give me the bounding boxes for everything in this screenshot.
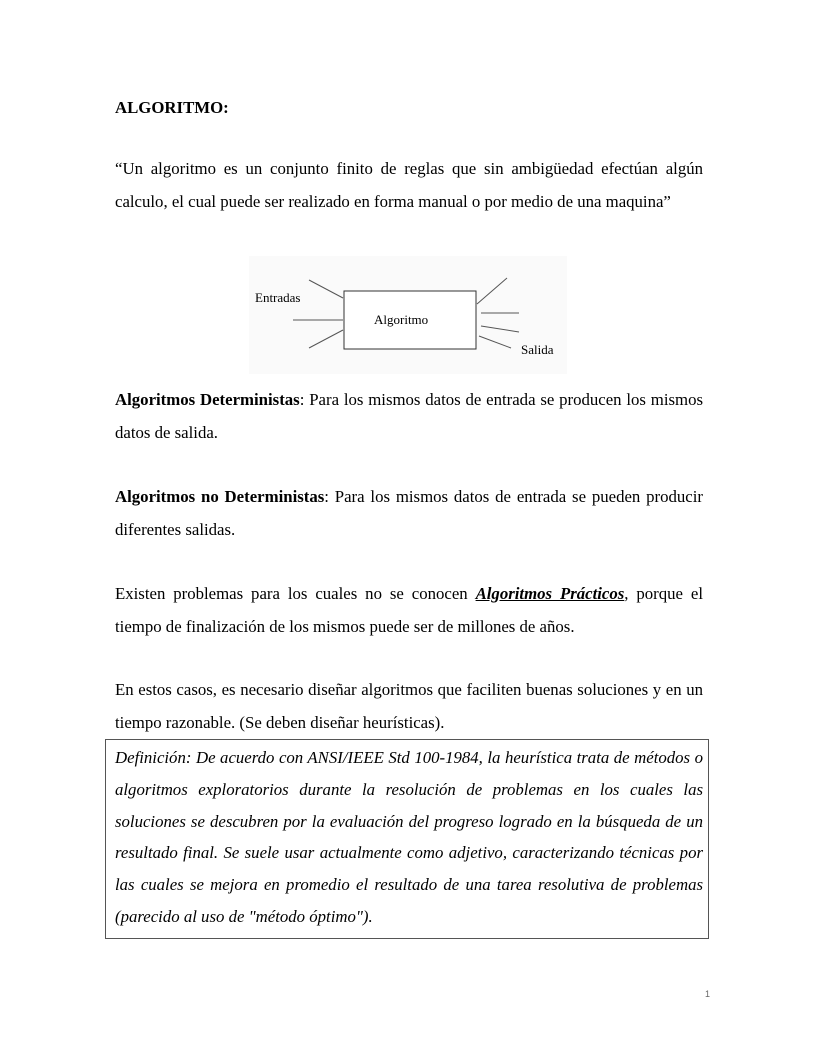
practical-text-after: , porque el tiempo de finalización de los mismos puede ser de millones de años.	[115, 584, 704, 636]
heuristic-definition-text: Definición: De acuerdo con ANSI/IEEE Std 100-1984, la heurística trata de métodos o algoritmos exploratorios durante la resolución de problemas en los cuales las soluciones se descubren por la evaluación del progreso logrado en la búsqueda de un resultado final. Se suele usar actualmente como adjetivo, caracterizando técnicas por las cuales se mejora en promedio el resultado de una tarea resolutiva de problemas (parecido al uso de "método óptimo").	[115, 748, 703, 926]
definition-box	[105, 739, 709, 939]
diagram-output-label: Salida	[521, 342, 554, 357]
heuristics-intro-paragraph: En estos casos, es necesario diseñar algoritmos que faciliten buenas soluciones y en un tiempo razonable. (Se deben diseñar heurísticas).	[115, 680, 703, 732]
diagram-input-label: Entradas	[255, 290, 301, 305]
output-arrow-line	[479, 336, 511, 348]
deterministic-text: : Para los mismos datos de entrada se producen los mismos datos de salida.	[115, 390, 703, 442]
nondeterministic-text: : Para los mismos datos de entrada se pueden producir diferentes salidas.	[115, 487, 703, 539]
algorithm-diagram-svg	[249, 256, 567, 374]
input-arrow-line	[309, 280, 343, 298]
algorithm-definition-quote: “Un algoritmo es un conjunto finito de reglas que sin ambigüedad efectúan algún calculo, el cual puede ser realizado en forma manual o por medio de una maquina”	[115, 159, 703, 211]
deterministic-term: Algoritmos Deterministas	[115, 390, 300, 409]
nondeterministic-term: Algoritmos no Deterministas	[115, 487, 325, 506]
nondeterministic-paragraph	[115, 481, 703, 546]
page-number: 1	[704, 989, 710, 999]
diagram-box-label: Algoritmo	[374, 312, 429, 327]
practical-algorithms-term: Algoritmos Prácticos	[475, 584, 625, 603]
practical-algorithms-paragraph	[115, 578, 703, 643]
page-heading: ALGORITMO:	[115, 98, 229, 117]
deterministic-paragraph	[115, 384, 703, 449]
output-arrow-line	[477, 278, 507, 304]
practical-text-before: Existen problemas para los cuales no se conocen	[115, 584, 476, 603]
input-arrow-line	[309, 330, 343, 348]
output-arrow-line	[481, 326, 519, 332]
algorithm-diagram	[249, 256, 567, 374]
